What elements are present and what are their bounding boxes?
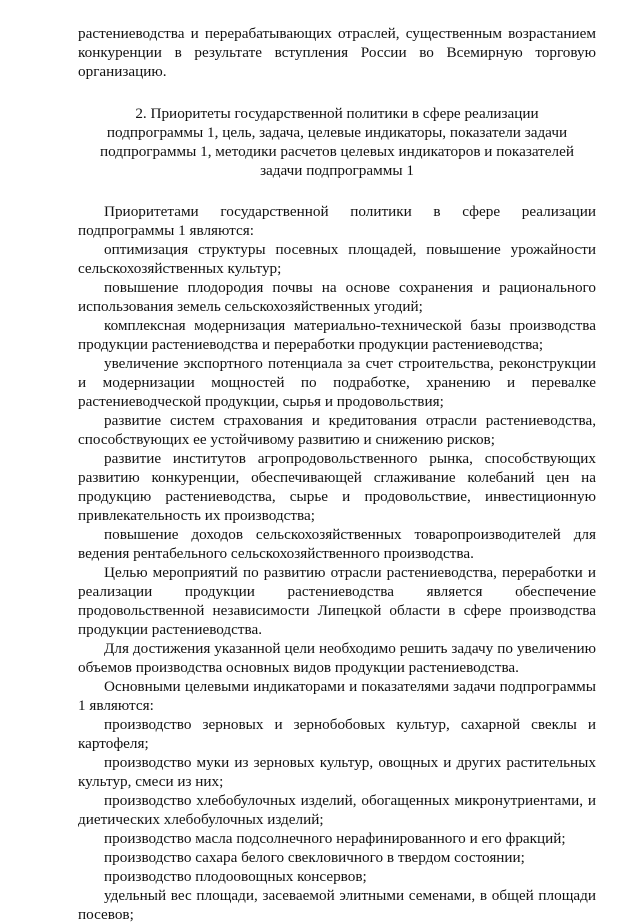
priority-item: развитие систем страхования и кредитования отрасли растениеводства, способствующих ее устойчивому развитию и снижению рисков; xyxy=(78,412,596,448)
indicator-item: удельный вес площади, засеваемой элитными семенами, в общей площади посевов; xyxy=(78,887,596,923)
indicator-item: производство масла подсолнечного нерафинированного и его фракций; xyxy=(104,830,566,847)
goal-paragraph: Целью мероприятий по развитию отрасли растениеводства, переработки и реализации продукции растениеводства является обеспечение продовольственной независимости Липецкой области в сфере производства продукции растениеводства. xyxy=(78,564,596,638)
priority-item: развитие институтов агропродовольственного рынка, способствующих развитию конкуренции, обеспечивающей сглаживание колебаний цен на продукцию растениеводства, сырье и продовольствие, инвестиционную привлекательность их производства; xyxy=(78,450,596,524)
heading-line: 2. Приоритеты государственной политики в сфере реализации xyxy=(135,105,539,122)
heading-line: подпрограммы 1, методики расчетов целевых индикаторов и показателей xyxy=(99,143,574,160)
task-paragraph: Для достижения указанной цели необходимо решить задачу по увеличению объемов производства основных видов продукции растениеводства. xyxy=(78,640,596,676)
heading-line: подпрограммы 1, цель, задача, целевые индикаторы, показатели задачи xyxy=(106,124,568,141)
section-heading xyxy=(78,104,596,180)
indicator-item: производство зерновых и зернобобовых культур, сахарной свеклы и картофеля; xyxy=(78,716,596,752)
priority-item: комплексная модернизация материально-технической базы производства продукции растениеводства и переработки продукции растениеводства; xyxy=(78,317,596,353)
intro-paragraph: растениеводства и перерабатывающих отраслей, существенным возрастанием конкуренции в результате вступления России во Всемирную торговую организацию. xyxy=(78,25,596,80)
document-page xyxy=(78,24,596,924)
indicator-item: производство хлебобулочных изделий, обогащенных микронутриентами, и диетических хлебобулочных изделий; xyxy=(78,792,596,828)
indicators-intro: Основными целевыми индикаторами и показателями задачи подпрограммы 1 являются: xyxy=(78,678,596,714)
indicator-item: производство муки из зерновых культур, овощных и других растительных культур, смеси из них; xyxy=(78,754,596,790)
priority-item: повышение плодородия почвы на основе сохранения и рационального использования земель сельскохозяйственных угодий; xyxy=(78,279,596,315)
priority-item: увеличение экспортного потенциала за счет строительства, реконструкции и модернизации мощностей по подработке, хранению и перевалке растениеводческой продукции, сырья и продовольствия; xyxy=(78,355,596,410)
priorities-intro: Приоритетами государственной политики в сфере реализации подпрограммы 1 являются: xyxy=(78,203,596,239)
indicator-item: производство сахара белого свекловичного в твердом состоянии; xyxy=(104,849,525,866)
heading-line: задачи подпрограммы 1 xyxy=(260,162,414,179)
priority-item: оптимизация структуры посевных площадей, повышение урожайности сельскохозяйственных культур; xyxy=(78,241,596,277)
indicator-item: производство плодоовощных консервов; xyxy=(104,868,367,885)
priority-item: повышение доходов сельскохозяйственных товаропроизводителей для ведения рентабельного сельскохозяйственного производства. xyxy=(78,526,596,562)
